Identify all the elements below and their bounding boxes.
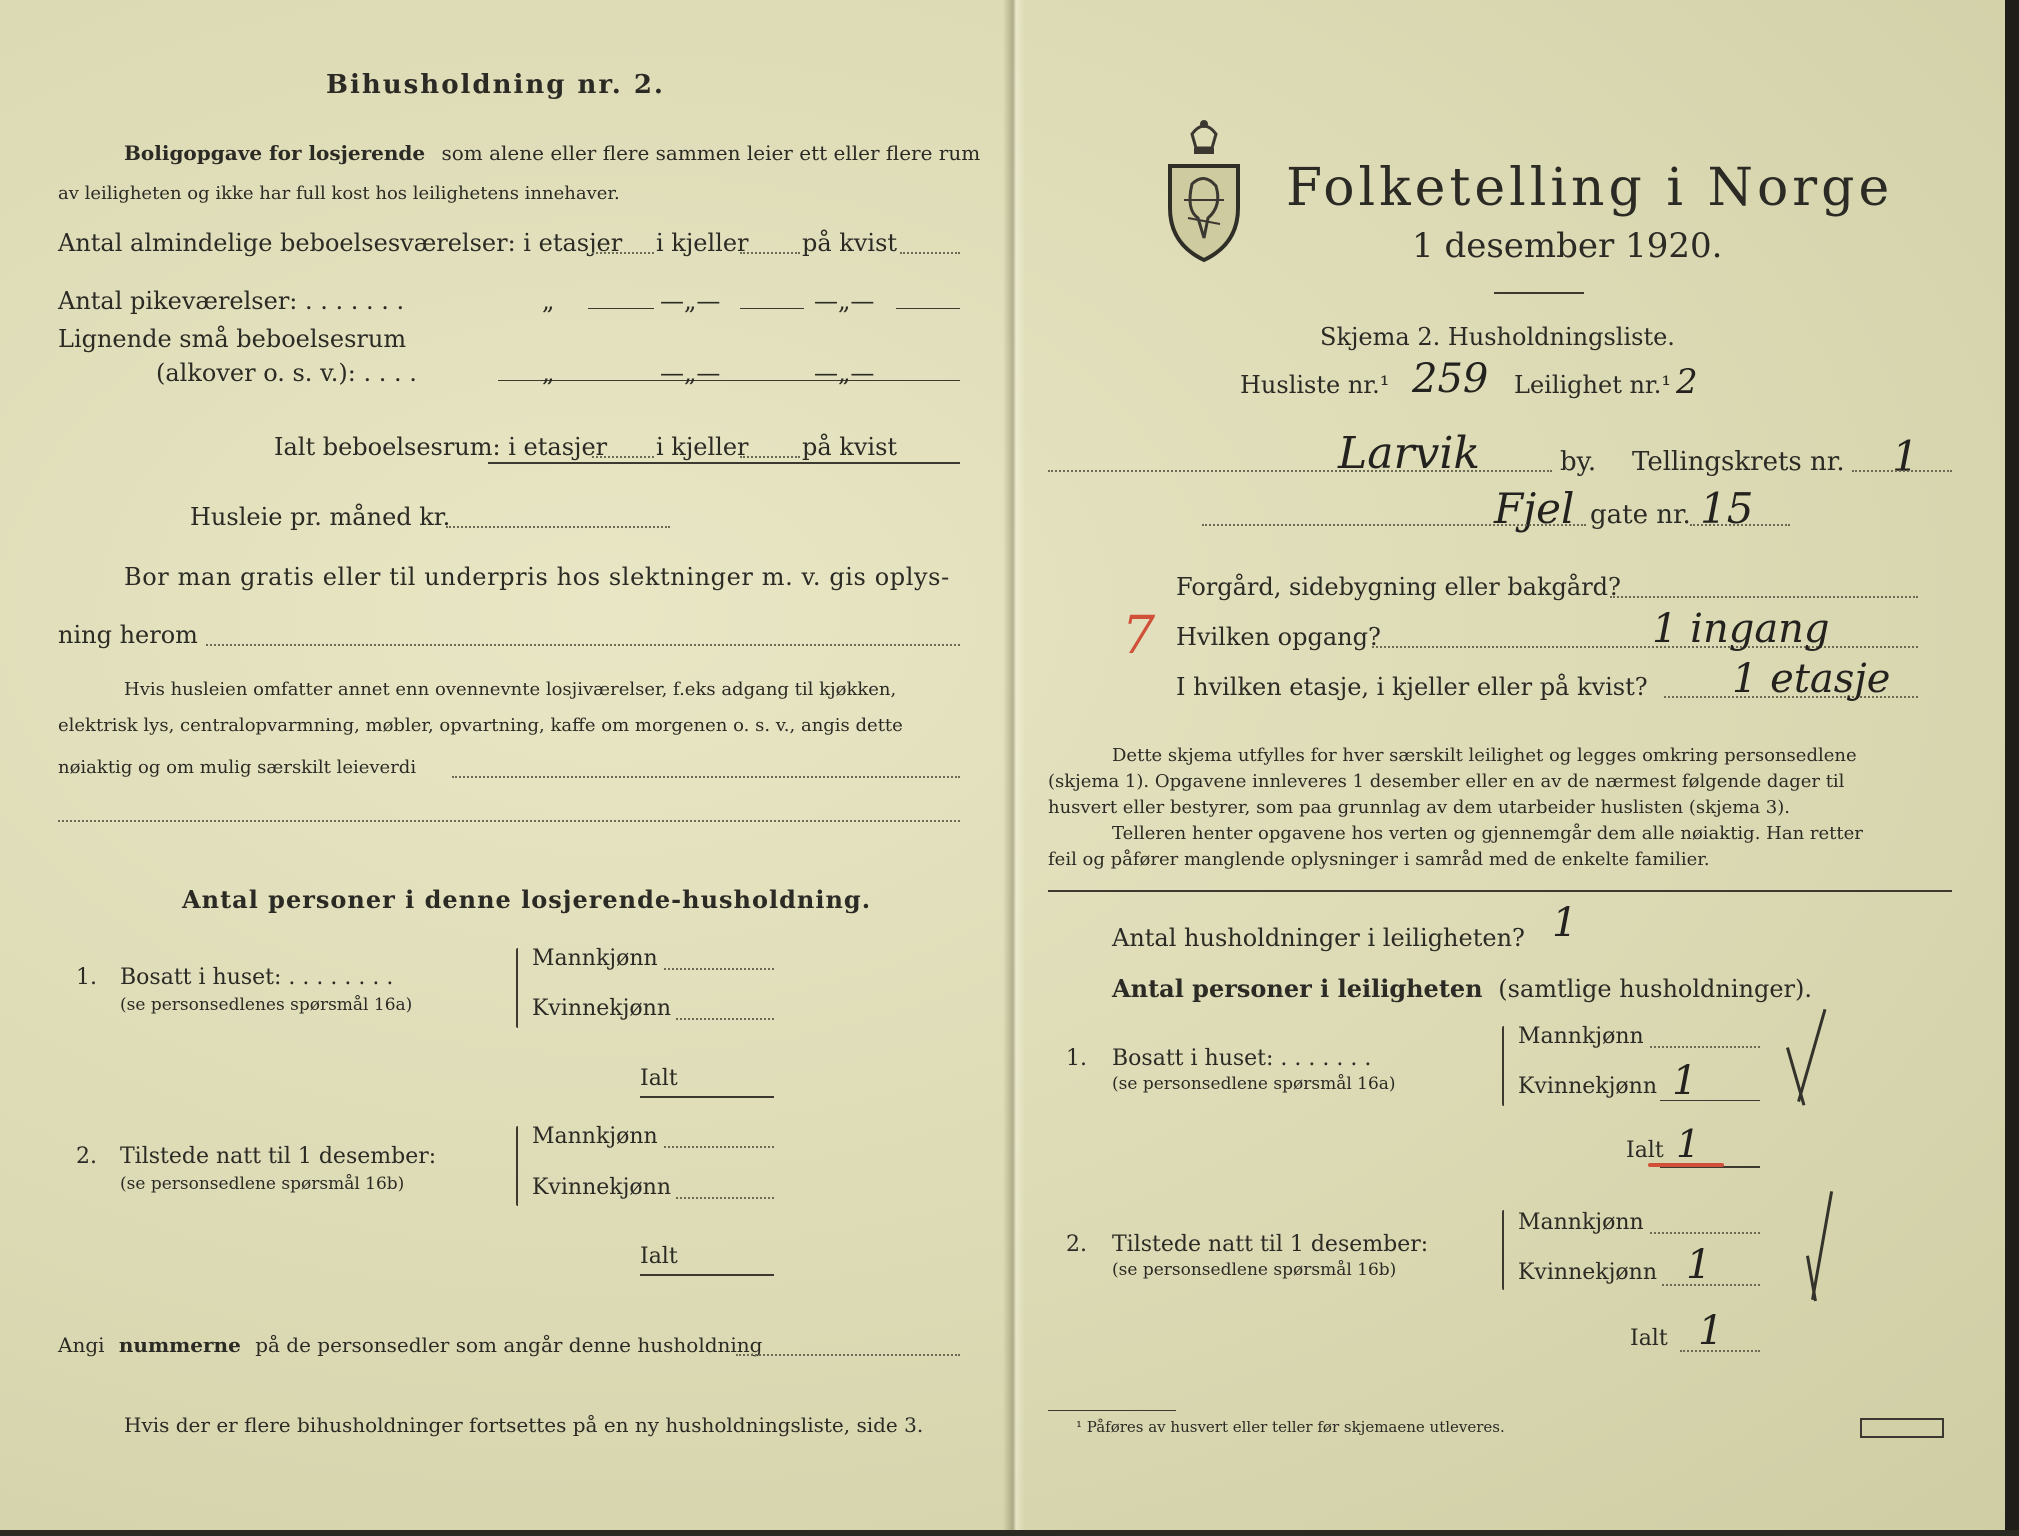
- etasje-label: I hvilken etasje, i kjeller eller på kvist?: [1176, 673, 1648, 701]
- left-q2-mann-label: Mannkjønn: [532, 1124, 658, 1149]
- intro-line-2: av leiligheten og ikke har full kost hos leilighetens innehaver.: [58, 183, 620, 204]
- tellingskrets-field[interactable]: [1852, 470, 1952, 472]
- leieverdi-field-2[interactable]: [58, 820, 960, 822]
- hvis-line-2: elektrisk lys, centralopvarmning, møbler, opvartning, kaffe om morgenen o. s. v., angis dette: [58, 715, 903, 736]
- lignende-label-1: Lignende små beboelsesrum: [58, 325, 407, 353]
- intro-bold: Boligopgave for losjerende: [124, 141, 426, 165]
- left-q2-label: Tilstede natt til 1 desember:: [120, 1144, 437, 1169]
- gate-nr-field[interactable]: [1690, 524, 1790, 526]
- gratis-field[interactable]: [206, 644, 960, 646]
- left-q1-kvinne-field[interactable]: [676, 1018, 774, 1020]
- left-heading: Bihusholdning nr. 2.: [326, 70, 665, 100]
- lignende-ditto-3: —„—: [814, 359, 875, 387]
- husleie-label: Husleie pr. måned kr.: [190, 503, 451, 531]
- gate-nr-value[interactable]: 15: [1700, 484, 1754, 533]
- pike-etasjer-field[interactable]: [588, 308, 654, 309]
- tellingskrets-label: Tellingskrets nr.: [1632, 447, 1845, 477]
- right-q1-mann-field[interactable]: [1650, 1046, 1760, 1048]
- form-date: 1 desember 1920.: [1412, 226, 1723, 266]
- left-q1-mann-label: Mannkjønn: [532, 946, 658, 971]
- pike-kvist-field[interactable]: [896, 308, 960, 309]
- antal-kvist-label: på kvist: [802, 229, 898, 257]
- husliste-value[interactable]: 259: [1412, 356, 1489, 402]
- date-rule: [1494, 292, 1584, 294]
- right-q1-label: Bosatt i huset: . . . . . . .: [1112, 1046, 1372, 1071]
- intro-line-1: [124, 141, 980, 165]
- husleie-field[interactable]: [446, 526, 670, 528]
- hvis-line-1: Hvis husleien omfatter annet enn ovennevnte losjiværelser, f.eks adgang til kjøkken,: [124, 679, 897, 700]
- pike-kjeller-field[interactable]: [740, 308, 804, 309]
- tellingskrets-value[interactable]: 1: [1892, 432, 1919, 481]
- footnote: ¹ Påføres av husvert eller teller før skjemaene utleveres.: [1076, 1418, 1505, 1436]
- left-q2-kvinne-label: Kvinnekjønn: [532, 1175, 671, 1200]
- right-q2-mann-label: Mannkjønn: [1518, 1210, 1644, 1235]
- left-footer: Hvis der er flere bihusholdninger fortsettes på en ny husholdningsliste, side 3.: [124, 1413, 924, 1437]
- scan-edge-right: [2005, 0, 2019, 1536]
- info-line-4: Telleren henter opgavene hos verten og gjennemgår dem alle nøiaktig. Han retter: [1112, 823, 1863, 844]
- right-q2-kvinne-value[interactable]: 1: [1686, 1242, 1712, 1288]
- right-q2-ialt-label: Ialt: [1630, 1326, 1668, 1351]
- right-q2-brace: [1502, 1210, 1504, 1290]
- left-persons-heading: Antal personer i denne losjerende-husholdning.: [182, 885, 872, 914]
- right-persons-line: [1112, 974, 1812, 1003]
- opgang-label: Hvilken opgang?: [1176, 623, 1381, 651]
- left-q1-mann-field[interactable]: [664, 968, 774, 970]
- gate-label: gate nr.: [1590, 500, 1691, 530]
- antal-label: Antal almindelige beboelsesværelser: i etasjer: [58, 229, 623, 257]
- left-q1-ialt-field[interactable]: [640, 1096, 774, 1098]
- right-q1-kvinne-value[interactable]: 1: [1672, 1058, 1698, 1104]
- husholdninger-value[interactable]: 1: [1552, 900, 1578, 946]
- ialt-kvist-label: på kvist: [802, 433, 898, 461]
- antal-etasjer-field[interactable]: [592, 252, 654, 254]
- right-q1-ialt-label: Ialt: [1626, 1138, 1664, 1163]
- left-q2-ialt-label: Ialt: [640, 1244, 678, 1269]
- right-q2-num: 2.: [1066, 1232, 1087, 1257]
- left-q1-brace: [516, 948, 518, 1028]
- right-q1-brace: [1502, 1026, 1504, 1106]
- lignende-label-2: (alkover o. s. v.): . . . .: [156, 359, 417, 387]
- pike-label: Antal pikeværelser: . . . . . . .: [58, 287, 405, 315]
- page-fold: [1003, 0, 1025, 1536]
- angi-line: [58, 1333, 762, 1357]
- right-q2-kvinne-label: Kvinnekjønn: [1518, 1260, 1657, 1285]
- angi-field[interactable]: [736, 1354, 960, 1356]
- gate-field[interactable]: [1202, 524, 1586, 526]
- left-q1-label: Bosatt i huset: . . . . . . . .: [120, 965, 394, 990]
- ialt-etasjer-field[interactable]: [592, 456, 654, 458]
- info-line-1: Dette skjema utfylles for hver særskilt leilighet og legges omkring personsedlene: [1112, 745, 1857, 766]
- by-label: by.: [1560, 447, 1597, 477]
- left-q2-num: 2.: [76, 1144, 97, 1169]
- husholdninger-label: Antal husholdninger i leiligheten?: [1112, 924, 1525, 952]
- leilighet-value[interactable]: 2: [1676, 362, 1698, 402]
- antal-kvist-field[interactable]: [900, 252, 960, 254]
- right-persons-rest: (samtlige husholdninger).: [1498, 975, 1813, 1003]
- form-title: Folketelling i Norge: [1286, 158, 1894, 218]
- antal-kjeller-label: i kjeller: [656, 229, 749, 257]
- coat-of-arms-icon: [1164, 114, 1244, 264]
- right-q1-kvinne-label: Kvinnekjønn: [1518, 1074, 1657, 1099]
- red-underline-mark: [1648, 1163, 1724, 1167]
- pike-ditto-2: —„—: [660, 287, 721, 315]
- lignende-ditto-2: —„—: [660, 359, 721, 387]
- ialt-rum-label: Ialt beboelsesrum: i etasjer: [274, 433, 608, 461]
- checkmark-1-right: [1797, 1009, 1826, 1102]
- right-q2-mann-field[interactable]: [1650, 1232, 1760, 1234]
- checkmark-2-right: [1811, 1191, 1833, 1300]
- opgang-value[interactable]: 1 ingang: [1652, 606, 1830, 652]
- forgard-field[interactable]: [1610, 596, 1918, 598]
- right-q1-mann-label: Mannkjønn: [1518, 1024, 1644, 1049]
- right-q1-ialt-value[interactable]: 1: [1676, 1122, 1701, 1166]
- angi-pre: Angi: [58, 1333, 105, 1357]
- hvis-line-3: nøiaktig og om mulig særskilt leieverdi: [58, 757, 417, 778]
- ialt-kjeller-field[interactable]: [740, 456, 800, 458]
- right-persons-bold: Antal personer i leiligheten: [1112, 974, 1483, 1003]
- gratis-line-2: ning herom: [58, 621, 198, 649]
- left-q2-sub: (se personsedlene spørsmål 16b): [120, 1174, 405, 1194]
- antal-kjeller-field[interactable]: [740, 252, 800, 254]
- right-q1-sub: (se personsedlene spørsmål 16a): [1112, 1074, 1396, 1094]
- info-line-3: husvert eller bestyrer, som paa grunnlag av dem utarbeider huslisten (skjema 3).: [1048, 797, 1790, 818]
- intro-rest: som alene eller flere sammen leier ett eller flere rum: [441, 141, 981, 165]
- husliste-label: Husliste nr.¹: [1240, 371, 1390, 399]
- forgard-label: Forgård, sidebygning eller bakgård?: [1176, 573, 1621, 601]
- angi-post: på de personsedler som angår denne husholdning: [255, 1333, 763, 1357]
- left-q1-ialt-label: Ialt: [640, 1066, 678, 1091]
- right-q2-label: Tilstede natt til 1 desember:: [1112, 1232, 1429, 1257]
- left-q1-sub: (se personsedlenes spørsmål 16a): [120, 995, 413, 1015]
- left-q2-ialt-field[interactable]: [640, 1274, 774, 1276]
- footnote-rule: [1048, 1410, 1176, 1411]
- lignende-underline: [498, 380, 960, 381]
- gratis-line-1: Bor man gratis eller til underpris hos slektninger m. v. gis oplys-: [124, 563, 950, 591]
- gate-value[interactable]: Fjel: [1494, 484, 1575, 533]
- checkmark-1-left: [1786, 1047, 1805, 1106]
- etasje-value[interactable]: 1 etasje: [1732, 656, 1891, 702]
- angi-bold: nummerne: [118, 1333, 241, 1357]
- left-q1-num: 1.: [76, 965, 97, 990]
- left-q2-brace: [516, 1126, 518, 1206]
- schema-label: Skjema 2. Husholdningsliste.: [1320, 323, 1675, 351]
- margin-mark: 7: [1122, 606, 1156, 666]
- right-q1-num: 1.: [1066, 1046, 1087, 1071]
- right-q2-sub: (se personsedlene spørsmål 16b): [1112, 1260, 1397, 1280]
- leieverdi-field[interactable]: [452, 776, 960, 778]
- right-q2-ialt-value[interactable]: 1: [1698, 1308, 1724, 1354]
- left-q1-kvinne-label: Kvinnekjønn: [532, 996, 671, 1021]
- pike-ditto-1: „: [542, 287, 555, 315]
- left-q2-mann-field[interactable]: [664, 1146, 774, 1148]
- info-line-5: feil og påfører manglende oplysninger i samråd med de enkelte familier.: [1048, 849, 1710, 870]
- leilighet-label: Leilighet nr.¹: [1514, 371, 1672, 399]
- ialt-rum-underline: [488, 462, 960, 464]
- info-line-2: (skjema 1). Opgavene innleveres 1 desember eller en av de nærmest følgende dager til: [1048, 771, 1845, 792]
- by-value[interactable]: Larvik: [1338, 428, 1481, 479]
- printer-stamp: [1860, 1418, 1944, 1438]
- scan-edge-bottom: [0, 1530, 2019, 1536]
- left-q2-kvinne-field[interactable]: [676, 1197, 774, 1199]
- info-rule: [1048, 890, 1952, 892]
- ialt-kjeller-label: i kjeller: [656, 433, 749, 461]
- by-field[interactable]: [1048, 470, 1552, 472]
- pike-ditto-3: —„—: [814, 287, 875, 315]
- lignende-ditto-1: „: [542, 359, 555, 387]
- opgang-field[interactable]: [1372, 646, 1918, 648]
